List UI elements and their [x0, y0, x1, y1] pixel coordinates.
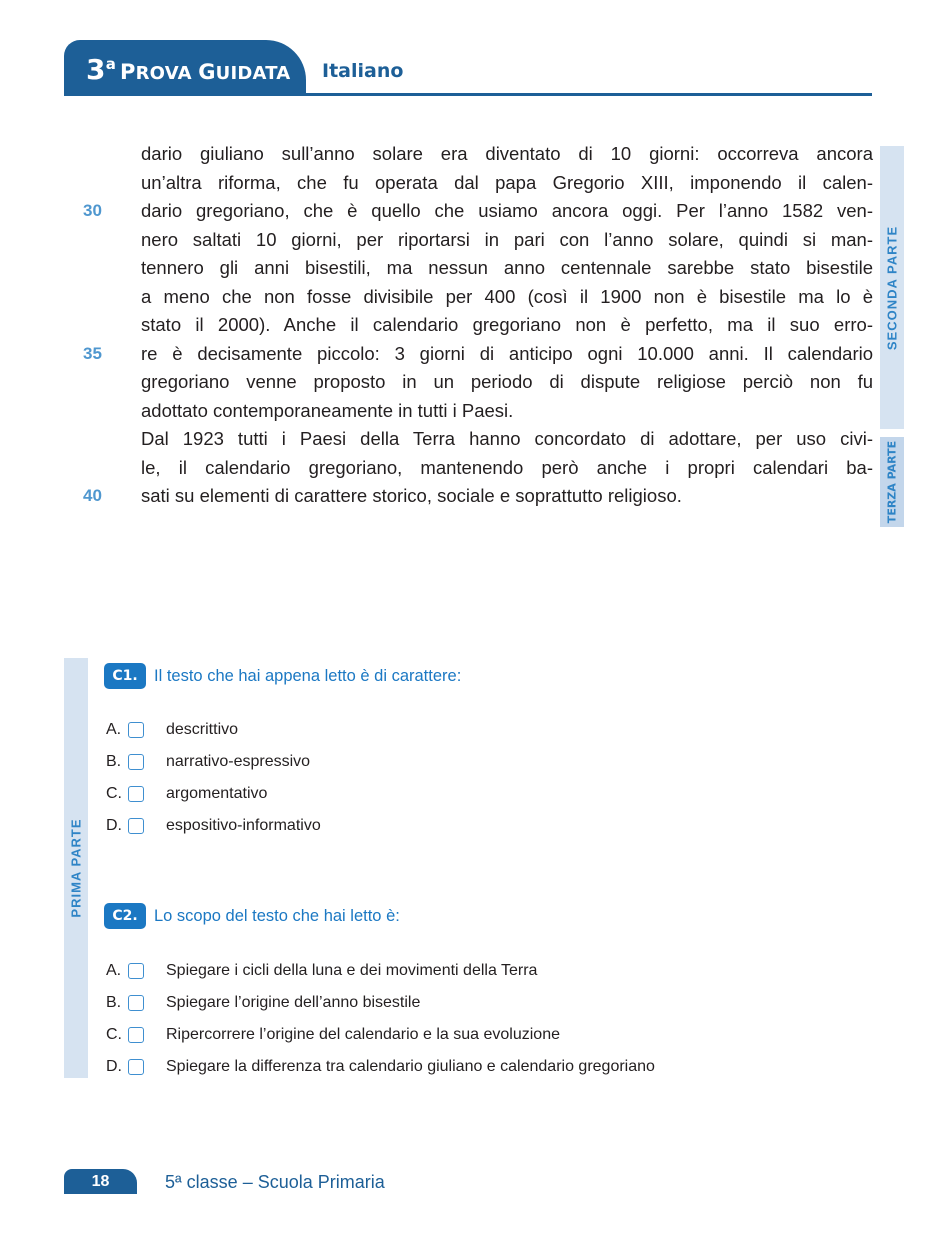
question-c1-options — [106, 714, 321, 842]
line-text: dario giuliano sull’anno solare era diventato di 10 giorni: occorreva ancora — [141, 143, 873, 164]
option-text: Spiegare i cicli della luna e dei movimenti della Terra — [166, 962, 538, 979]
line-text: adottato contemporaneamente in tutti i Paesi. — [141, 399, 514, 421]
line-text: re è decisamente piccolo: 3 giorni di anticipo ogni 10.000 anni. Il calendario — [141, 342, 873, 364]
option-letter: B. — [106, 753, 122, 770]
side-tab-prima-parte[interactable] — [64, 658, 88, 1078]
side-tab-terza-parte[interactable] — [880, 437, 904, 527]
option-text: narrativo-espressivo — [166, 753, 311, 770]
line-text: a meno che non fosse divisibile per 400 (così il 1900 non è bisestile ma lo è — [141, 285, 873, 307]
line-text: un’altra riforma, che fu operata dal papa Gregorio XIII, imponendo il calen- — [141, 171, 873, 193]
question-c2-options — [106, 955, 655, 1083]
option-text: descrittivo — [166, 721, 239, 738]
title-initial-g: G — [198, 60, 216, 84]
test-number: 3 — [86, 53, 106, 86]
page-number: 18 — [64, 1169, 137, 1194]
question-c2 — [104, 903, 400, 929]
title-rest-2: UIDATA — [215, 63, 291, 84]
line-number: 35 — [83, 343, 102, 363]
line-text: dario gregoriano, che è quello che usiamo ancora oggi. Per l’anno 1582 ven- — [141, 200, 873, 221]
option-letter: D. — [106, 817, 122, 834]
text-line — [141, 169, 873, 198]
option-c[interactable] — [106, 778, 321, 810]
question-c1 — [104, 663, 461, 689]
reading-passage — [83, 140, 873, 511]
option-letter: C. — [106, 1026, 122, 1043]
line-number: 40 — [83, 486, 102, 505]
option-text: Spiegare la differenza tra calendario giuliano e calendario gregoriano — [166, 1058, 655, 1075]
side-tab-seconda-parte[interactable] — [880, 146, 904, 429]
text-line — [141, 425, 873, 454]
side-tab-label: SECONDA PARTE — [884, 225, 900, 350]
option-text: Spiegare l’origine dell’anno bisestile — [166, 994, 421, 1011]
option-a[interactable] — [106, 714, 321, 746]
option-letter: A. — [106, 962, 122, 979]
text-line — [83, 482, 873, 511]
checkbox[interactable] — [128, 1059, 144, 1075]
checkbox[interactable] — [128, 818, 144, 834]
option-letter: C. — [106, 785, 122, 802]
option-letter: B. — [106, 994, 122, 1011]
checkbox[interactable] — [128, 754, 144, 770]
footer-text: 5ª classe – Scuola Primaria — [165, 1172, 385, 1192]
checkbox[interactable] — [128, 786, 144, 802]
checkbox[interactable] — [128, 963, 144, 979]
text-line — [141, 454, 873, 483]
question-text: Lo scopo del testo che hai letto è: — [154, 906, 400, 925]
text-line — [141, 226, 873, 255]
option-letter: A. — [106, 721, 122, 738]
checkbox[interactable] — [128, 1027, 144, 1043]
text-line — [141, 283, 873, 312]
option-d[interactable] — [106, 810, 321, 842]
option-b[interactable] — [106, 746, 321, 778]
option-letter: D. — [106, 1058, 122, 1075]
title-initial-p: P — [120, 60, 136, 84]
text-line — [141, 254, 873, 283]
side-tab-label: TERZA PARTE — [885, 440, 899, 524]
question-badge: C1. — [104, 663, 146, 689]
option-c[interactable] — [106, 1019, 655, 1051]
option-b[interactable] — [106, 987, 655, 1019]
text-line — [83, 197, 873, 226]
line-text: nero saltati 10 giorni, per riportarsi in pari con l’anno solare, quindi si man- — [141, 228, 873, 250]
subject-label: Italiano — [322, 60, 404, 82]
option-d[interactable] — [106, 1051, 655, 1083]
checkbox[interactable] — [128, 722, 144, 738]
option-text: argomentativo — [166, 785, 268, 802]
line-number: 30 — [83, 201, 102, 220]
text-line — [141, 397, 873, 426]
line-text: gregoriano venne proposto in un periodo di dispute religiose perciò non fu — [141, 371, 873, 392]
test-number-superscript: a — [105, 55, 117, 73]
text-line — [141, 368, 873, 397]
text-line — [141, 311, 873, 340]
title-rest-1: ROVA — [135, 63, 199, 84]
option-a[interactable] — [106, 955, 655, 987]
question-badge: C2. — [104, 903, 146, 929]
line-text: sati su elementi di carattere storico, sociale e soprattutto religioso. — [141, 485, 682, 506]
line-text: Dal 1923 tutti i Paesi della Terra hanno concordato di adottare, per uso civi- — [141, 428, 873, 449]
side-tab-label: PRIMA PARTE — [68, 818, 84, 918]
option-text: Ripercorrere l’origine del calendario e la sua evoluzione — [166, 1026, 560, 1043]
checkbox[interactable] — [128, 995, 144, 1011]
line-text: tennero gli anni bisestili, ma nessun anno centennale sarebbe stato bisestile — [141, 257, 873, 278]
option-text: espositivo-informativo — [166, 817, 321, 834]
text-line — [83, 340, 873, 369]
header-title — [86, 53, 290, 86]
text-line — [141, 140, 873, 169]
line-text: le, il calendario gregoriano, mantenendo però anche i propri calendari ba- — [141, 456, 873, 478]
question-text: Il testo che hai appena letto è di carattere: — [154, 666, 462, 685]
header-rule — [64, 93, 872, 96]
line-text: stato il 2000). Anche il calendario gregoriano non è perfetto, ma il suo erro- — [141, 314, 873, 335]
